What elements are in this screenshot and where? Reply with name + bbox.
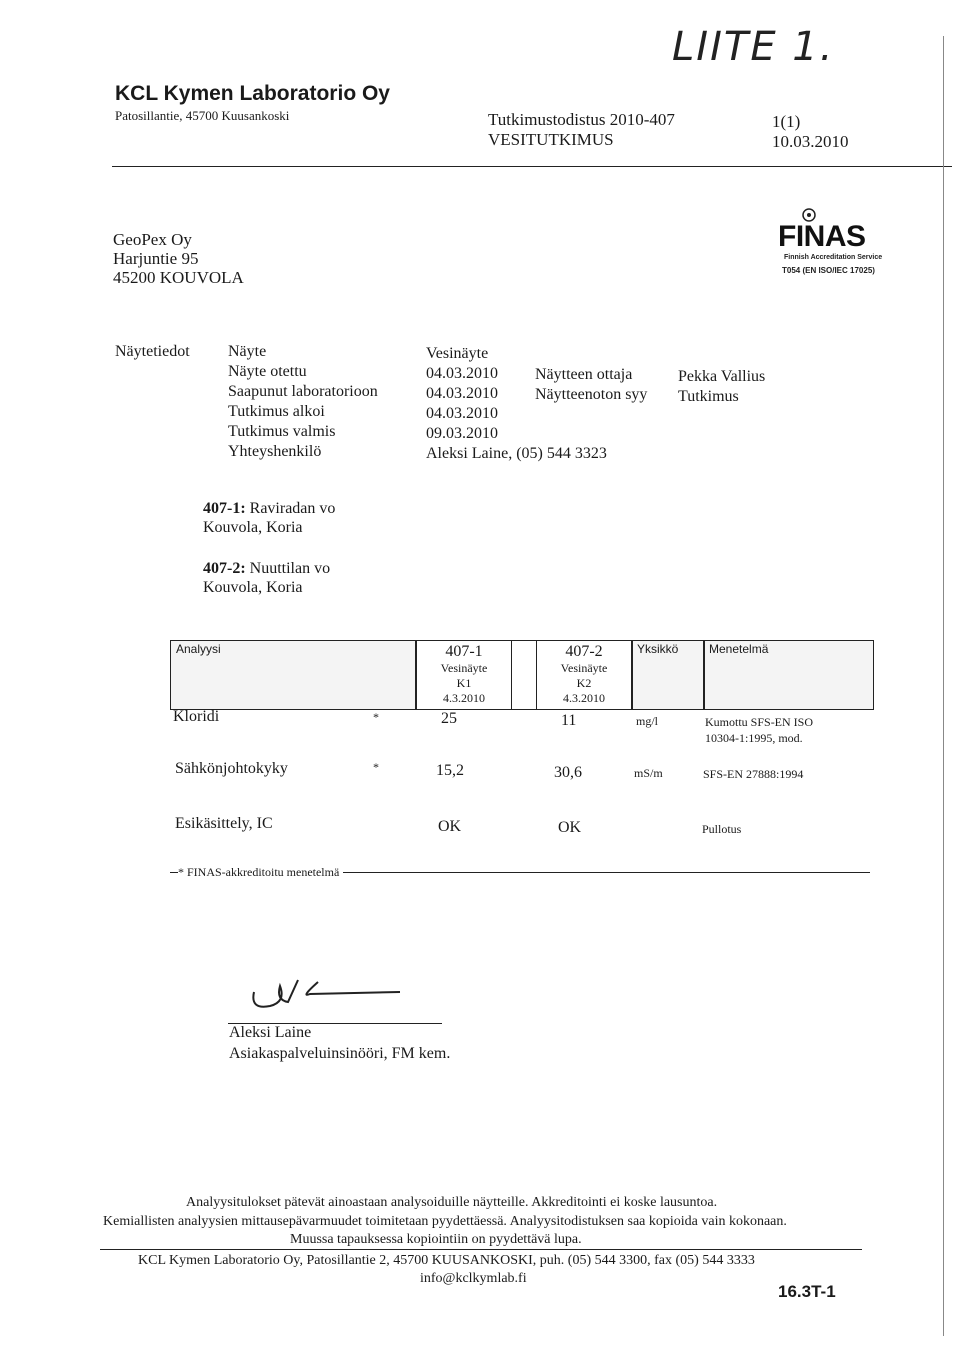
result-value-2: 11: [561, 712, 577, 729]
sample-id: 407-2:: [203, 560, 246, 577]
table-header-unit: [632, 640, 704, 710]
footer-disclaimer: Kemiallisten analyysien mittausepävarmuudet toimitetaan pyydettäessä. Analyysitodistuksen saa kopioida vain kokonaan.: [103, 1214, 787, 1229]
handwritten-note: LIITE 1.: [672, 24, 835, 70]
sample-info-value: 04.03.2010: [426, 405, 498, 422]
sample-location: Kouvola, Koria: [203, 519, 303, 536]
sample-location: Kouvola, Koria: [203, 579, 303, 596]
header-method-label: Menetelmä: [709, 642, 769, 656]
sample-info-section-label: Näytetiedot: [115, 343, 190, 360]
table-header-col2: [536, 640, 632, 710]
sample-info-value: 04.03.2010: [426, 365, 498, 382]
table-header-col1: [416, 640, 512, 710]
results-table: [170, 640, 874, 712]
table-header-gap: [512, 640, 536, 710]
company-name: KCL Kymen Laboratorio Oy: [115, 82, 390, 105]
page-number: 1(1): [772, 112, 801, 131]
recipient-name: GeoPex Oy: [113, 230, 192, 249]
result-value-1: 15,2: [436, 762, 464, 779]
col2-type: Vesinäyte: [560, 661, 608, 675]
sample-id: 407-1:: [203, 500, 246, 517]
handwritten-signature: [240, 972, 440, 1022]
sample-info-label: Yhteyshenkilö: [228, 443, 322, 460]
sampler-value: Pekka Vallius: [678, 368, 766, 385]
sample-info-label: Näyte otettu: [228, 363, 307, 380]
sample-info-value: 09.03.2010: [426, 425, 498, 442]
sample-info-label: Näyte: [228, 343, 267, 360]
col1-date: 4.3.2010: [443, 691, 485, 705]
reason-value: Tutkimus: [678, 388, 739, 405]
sample-name: Raviradan vo: [249, 500, 336, 517]
col1-id: 407-1: [445, 643, 483, 660]
result-value-1: OK: [438, 818, 462, 835]
sample-info-label: Tutkimus alkoi: [228, 403, 325, 420]
footer-divider: [100, 1249, 862, 1250]
result-unit: mg/l: [636, 714, 659, 728]
accredited-mark: *: [373, 710, 379, 724]
page-edge: [943, 36, 944, 1336]
recipient-street: Harjuntie 95: [113, 249, 199, 268]
table-header-analysis: [170, 640, 416, 710]
sample-info-value: Aleksi Laine, (05) 544 3323: [426, 445, 607, 462]
col2-id: 407-2: [565, 643, 603, 660]
recipient-city: 45200 KOUVOLA: [113, 268, 244, 287]
sample-info-label: Tutkimus valmis: [228, 423, 336, 440]
header-analysis-label: Analyysi: [176, 642, 221, 656]
result-method: Pullotus: [702, 822, 742, 836]
sample-name: Nuuttilan vo: [249, 560, 331, 577]
result-analysis: Esikäsittely, IC: [175, 815, 273, 832]
result-value-2: OK: [558, 819, 582, 836]
footer-disclaimer: Analyysitulokset pätevät ainoastaan analysoiduille näytteille. Akkreditointi ei koske lausuntoa.: [186, 1195, 718, 1210]
signer-name: Aleksi Laine: [229, 1024, 312, 1041]
report-title: Tutkimustodistus 2010-407: [488, 110, 675, 129]
result-method-continued: 10304-1:1995, mod.: [705, 731, 803, 745]
sample-info-value: Vesinäyte: [426, 345, 489, 362]
col1-code: K1: [456, 676, 472, 690]
result-method: Kumottu SFS-EN ISO: [705, 715, 814, 729]
footer-contact: KCL Kymen Laboratorio Oy, Patosillantie 2, 45700 KUUSANKOSKI, puh. (05) 544 3300, fax (05) 544 3333: [138, 1253, 755, 1268]
sample-entry: [203, 500, 335, 518]
col2-date: 4.3.2010: [563, 691, 605, 705]
company-address: Patosillantie, 45700 Kuusankoski: [115, 108, 290, 123]
result-value-1: 25: [441, 710, 457, 727]
sample-entry: [203, 560, 330, 578]
finas-footnote: * FINAS-akkreditoitu menetelmä: [178, 865, 343, 880]
sample-info-label: Saapunut laboratorioon: [228, 383, 378, 400]
result-analysis: Kloridi: [173, 708, 220, 725]
sampler-label: Näytteen ottaja: [535, 366, 633, 383]
form-code: 16.3T-1: [778, 1282, 836, 1301]
finas-service-text: Finnish Accreditation Service: [784, 254, 883, 261]
report-subtitle: VESITUTKIMUS: [488, 130, 614, 149]
header-divider: [112, 166, 952, 167]
signer-title: Asiakaspalveluinsinööri, FM kem.: [229, 1045, 451, 1062]
footer-email: info@kclkymlab.fi: [420, 1271, 527, 1286]
reason-label: Näytteenoton syy: [535, 386, 648, 403]
col2-code: K2: [576, 676, 592, 690]
result-analysis: Sähkönjohtokyky: [175, 760, 288, 777]
header-unit-label: Yksikkö: [637, 642, 679, 656]
footer-disclaimer: Muussa tapauksessa kopiointiin on pyydettävä lupa.: [290, 1232, 582, 1247]
finas-accreditation-code: T054 (EN ISO/IEC 17025): [782, 266, 875, 275]
report-date: 10.03.2010: [772, 132, 849, 151]
result-value-2: 30,6: [554, 764, 582, 781]
result-method: SFS-EN 27888:1994: [703, 767, 804, 781]
sample-info-value: 04.03.2010: [426, 385, 498, 402]
finas-wordmark: FINAS: [778, 220, 866, 253]
finas-logo: [770, 208, 882, 294]
result-unit: mS/m: [634, 766, 663, 780]
table-header-method: [704, 640, 874, 710]
col1-type: Vesinäyte: [440, 661, 488, 675]
accredited-mark: *: [373, 760, 379, 774]
